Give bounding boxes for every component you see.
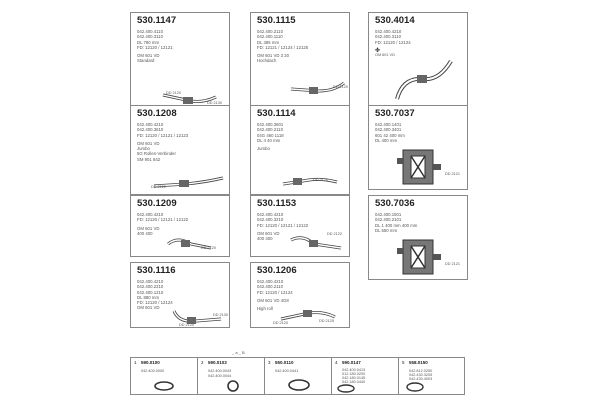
detail-line: 042.400.4210 [137,279,164,284]
detail-line: 042.400.4210 [137,122,164,127]
detail-line: OM 601 VD [137,53,160,59]
cell-line: 042.180.0440 [342,380,366,384]
detail-line: 042.400.3610 [137,127,164,133]
detail-line: OM 601 VD [137,140,160,146]
drawing-label: DD 2125 [319,319,334,323]
detail-line: 042.400.2101 [375,217,402,223]
detail-line: 042.400.1501 [375,212,402,217]
detail-line: 042.400.1110 [257,34,283,40]
detail-line: 042.400.1210 [137,289,164,295]
part-details [137,29,173,64]
part-card-530-1206 [250,262,350,328]
detail-line: 042.400.2110 [257,127,283,133]
detail-line: FD: 12120 / 12121 / 12122 [257,222,309,228]
drawing-label: DD 2120 [273,321,288,325]
part-card-530-1153 [250,195,350,257]
accessory-cell [265,358,332,394]
cell-part-number: 590.0103 [208,360,227,365]
part-number: 530.1153 [257,198,297,209]
part-details [257,122,284,151]
detail-line: DL 780 mm [137,39,160,45]
drawing-label: DD 2122 [151,185,166,189]
detail-line: Standard [137,58,155,64]
part-number: 530.1147 [137,15,177,26]
detail-line: DL 880 mm [137,294,160,300]
cell-line: 042.812.0250 [409,369,433,373]
exhaust-pipe-drawing [166,232,221,256]
drawing-label: DD 2120 [179,323,194,327]
detail-line: 400 400 [137,230,153,236]
detail-line: 042.400.1401 [375,122,402,127]
detail-line: 400 400 [257,236,273,242]
drawing-label: DD 2121 [445,172,460,176]
detail-line: OM 601 VD 3 20 [257,53,290,59]
detail-line: 04G 460 1118 [257,132,284,138]
gasket-icon [222,380,244,392]
part-card-530-7037 [368,105,468,190]
accessory-strip [130,357,465,395]
part-details [375,122,405,143]
cell-part-number: 558.0150 [409,360,428,365]
drawing-label: DD 2130 [213,313,228,317]
part-details [137,122,188,162]
part-card-530-1209 [130,195,230,257]
detail-line: FD: 12120 / 12121 / 12123 [137,132,189,138]
detail-line: DL 1 400 mm 400 mm [375,222,418,228]
part-card-530-1116 [130,262,230,328]
detail-line: DL 550 mm [375,227,398,233]
drawing-label: OM 601 VD [375,53,395,57]
cell-line: 042.430.3205 [409,373,433,377]
detail-line: 042.400.2110 [257,284,283,290]
clamp-icon [153,380,175,392]
part-details [257,29,308,64]
clamp-icon [287,378,311,392]
detail-line: OM 601 VD 4G8 [257,297,289,303]
detail-line: 042.400.3401 [375,127,402,133]
detail-line: 042.400.4110 [137,29,163,34]
cell-part-number: 590.0147 [342,360,361,365]
detail-line: 042.400.3110 [137,34,163,40]
part-number: 530.1116 [137,265,176,276]
detail-line: Jumbo [257,146,270,152]
part-number: 530.1208 [137,108,177,119]
cell-number: 1 [134,360,137,365]
cell-number: 5 [402,360,405,365]
cell-line: 012.180.0200 [342,372,366,376]
detail-line: DL 385 mm [257,39,280,45]
detail-line: Jumbo [137,146,150,152]
part-number: 530.7037 [375,108,415,119]
detail-line: 042.400.2210 [137,284,164,290]
detail-line: 042.400.3601 [257,122,284,127]
part-number: 530.7036 [375,198,415,209]
detail-line: 042.400.2110 [257,29,283,34]
drawing-label: DD 2120 [201,246,216,250]
detail-line: 042.400.4210 [257,212,284,217]
cell-part-number: 590.0100 [141,360,160,365]
part-number: 530.1114 [257,108,296,119]
cell-line: 042.430.4003 [409,377,433,381]
detail-line: High roll [257,306,273,312]
detail-line: OM 601 VD [257,230,280,236]
detail-line: SM 901 842 [137,156,161,162]
strip-marks: _ a _ B [232,350,245,355]
cell-part-number: 550.0110 [275,360,294,365]
part-details [137,279,173,311]
drawing-label: DD 2130 [207,101,222,105]
bracket-icon [336,384,356,393]
detail-line: OM 601 VD [137,225,160,231]
cell-line: 042.400.0044 [208,374,232,378]
part-number: 530.1115 [257,15,296,26]
exhaust-pipe-drawing [389,57,459,103]
part-card-530-1114 [250,105,350,195]
accessory-cell [131,358,198,394]
drawing-label: DD 2121 [445,262,460,266]
detail-line: 042.400.3110 [375,34,401,40]
detail-line: FD: 12120 / 12121 [137,44,173,50]
detail-line: 042.400.3210 [257,217,284,223]
cell-line: 042.400.0441 [275,369,299,373]
clamp-icon: ✤ [375,48,381,54]
cell-line: 042.400.0043 [208,369,232,373]
detail-line: DL 4 40 mm [257,137,281,143]
detail-line: 601 42 400 mm [375,132,405,138]
part-card-530-1115 [250,12,350,107]
part-card-530-1208 [130,105,230,195]
part-number: 530.1209 [137,198,177,209]
detail-line: 042.400.4210 [137,212,164,217]
accessory-cell [198,358,265,394]
part-details [375,29,411,45]
detail-line: OM 601 VD [137,305,160,311]
cell-line: 042.400.0000 [141,369,165,373]
detail-line: 042.400.4210 [375,29,402,34]
exhaust-pipe-drawing [151,168,231,193]
accessory-cell [399,358,464,394]
cell-line: 042.180.0145 [342,376,366,380]
detail-line: FD: 12120 / 12124 [257,289,293,295]
detail-line: DL 400 mm [375,137,398,143]
part-details [375,212,417,233]
clamp-icon [405,382,425,392]
drawing-label: DD 2120 [166,91,181,95]
detail-line: FD: 12121 / 12124 / 12125 [257,44,309,50]
detail-line: 042.400.4210 [257,279,284,284]
cell-number: 3 [268,360,271,365]
drawing-label: DD 2120 [313,178,328,182]
muffler-drawing [397,234,443,278]
detail-line: Hochdach [257,58,277,64]
detail-line: FD: 12120 / 12124 [375,39,411,45]
muffler-drawing [397,144,443,188]
part-card-530-4014 [368,12,468,106]
drawing-label: DD 2122 [327,232,342,236]
part-number: 530.4014 [375,15,415,26]
cell-number: 4 [335,360,338,365]
part-card-530-1147 [130,12,230,112]
cell-number: 2 [201,360,204,365]
exhaust-pipe-drawing [281,168,341,190]
drawing-label: DD 2120 [333,85,348,89]
detail-line: FD: 12120 / 12124 [137,300,173,306]
cell-line: 042.400.0413 [342,368,366,372]
detail-line: FD: 12120 / 12121 / 12122 [137,217,189,223]
detail-line: 5G Rollen-Verbinder [137,151,176,157]
accessory-cell [332,358,399,394]
part-card-530-7036 [368,195,468,280]
part-number: 530.1206 [257,265,297,276]
